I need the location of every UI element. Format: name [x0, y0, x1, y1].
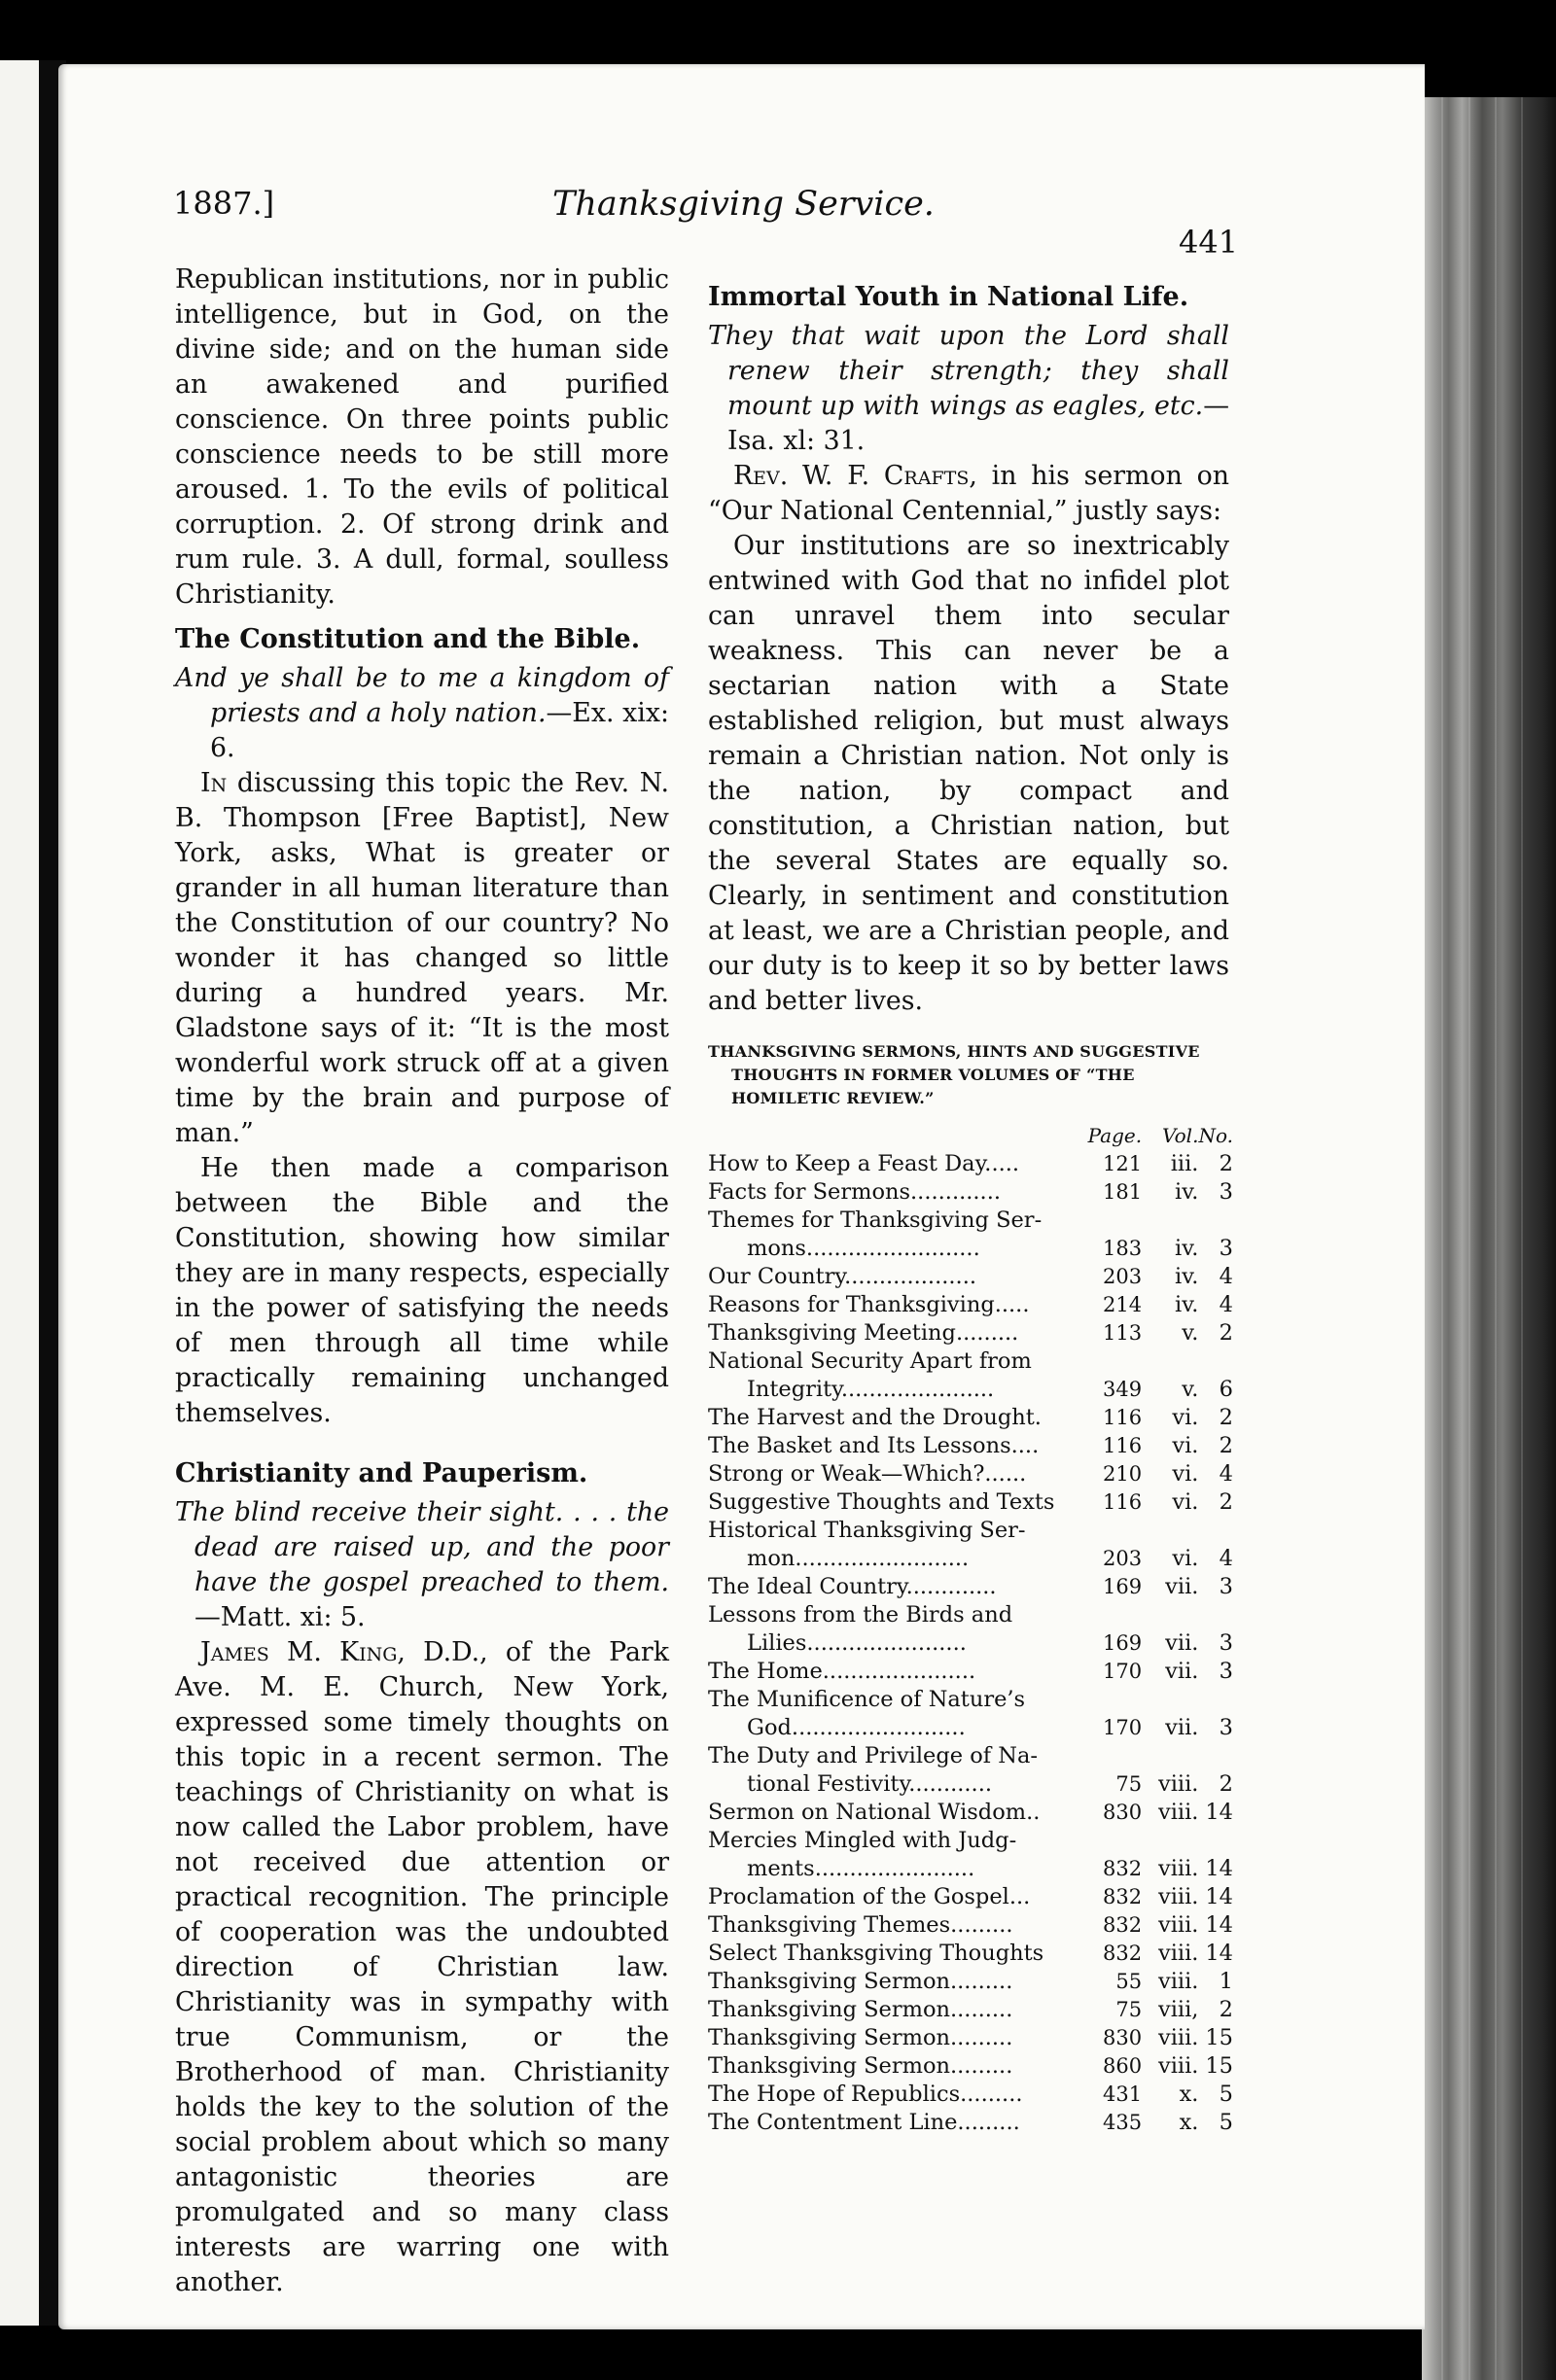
entry-volume: vi. — [1172, 1546, 1199, 1571]
entry-title — [708, 1940, 1088, 1968]
table-row — [708, 2081, 1233, 2109]
scripture-text: And ye shall be to me a kingdom of priests and a holy nation. — [175, 663, 669, 728]
entry-volume: v. — [1182, 1377, 1199, 1402]
entry-volume: iv. — [1175, 1179, 1199, 1205]
entry-title — [708, 1658, 1088, 1686]
entry-title-line: The Hope of Republics......... — [708, 2082, 1023, 2107]
entry-volume: viii. — [1157, 1912, 1199, 1938]
table-row — [708, 1686, 1233, 1742]
entry-page: 169 — [1103, 1631, 1143, 1655]
entry-title — [708, 1799, 1088, 1827]
entry-number: 2 — [1219, 1433, 1233, 1458]
running-header-title: Thanksgiving Service. — [552, 185, 935, 224]
table-row — [708, 1658, 1233, 1686]
entry-page: 55 — [1115, 1970, 1143, 1993]
left-column — [175, 262, 669, 2300]
table-row — [708, 2109, 1233, 2137]
entry-title-line: The Ideal Country............. — [708, 1574, 997, 1599]
entry-volume: iv. — [1175, 1236, 1199, 1261]
entry-title-line: Facts for Sermons............. — [708, 1179, 1002, 1205]
entry-number: 14 — [1205, 1941, 1233, 1966]
entry-page: 203 — [1103, 1547, 1143, 1570]
entry-title — [708, 1742, 1088, 1799]
table-row — [708, 1601, 1233, 1658]
entry-number: 3 — [1219, 1659, 1233, 1684]
running-header-year: 1887.] — [173, 185, 275, 222]
column-header-no: No. — [1198, 1124, 1233, 1147]
entry-title — [708, 1488, 1088, 1517]
body-paragraph — [708, 459, 1229, 529]
entry-title — [708, 1319, 1088, 1348]
entry-title-line: Suggestive Thoughts and Texts — [708, 1489, 1055, 1515]
table-row — [708, 1291, 1233, 1319]
section-heading-pauperism: Christianity and Pauperism. — [175, 1458, 588, 1488]
book-page-edges — [1422, 97, 1556, 2380]
entry-title-line: Thanksgiving Sermon......... — [708, 1997, 1013, 2022]
table-row — [708, 1150, 1233, 1178]
entry-volume: iv. — [1175, 1264, 1199, 1289]
entry-number: 4 — [1219, 1546, 1233, 1571]
entry-page: 116 — [1103, 1406, 1143, 1429]
entry-volume: x. — [1179, 2110, 1199, 2135]
entry-number: 14 — [1205, 1912, 1233, 1938]
lead-in: James M. King, D.D., — [200, 1637, 488, 1667]
entry-title-line: Themes for Thanksgiving Ser- — [708, 1208, 1043, 1233]
entry-number: 15 — [1205, 2053, 1233, 2079]
entry-title — [708, 2024, 1088, 2052]
entry-title — [708, 1883, 1088, 1911]
entry-page: 113 — [1103, 1321, 1143, 1345]
entry-title-line: Thanksgiving Sermon......... — [708, 2053, 1013, 2079]
entry-page: 169 — [1103, 1575, 1143, 1598]
entry-page: 170 — [1103, 1716, 1143, 1739]
entry-volume: viii. — [1157, 1884, 1199, 1909]
entry-title-line: Thanksgiving Sermon......... — [708, 1969, 1013, 1994]
entry-number: 3 — [1219, 1179, 1233, 1205]
entry-title — [708, 1207, 1088, 1263]
entry-number: 3 — [1219, 1236, 1233, 1261]
paragraph-text: of the Park Ave. M. E. Church, New York, expressed some timely thoughts on this topic in a recent sermon. The teachings of Christianity on what is now called the Labor problem, have not received due attention or practical recognition. The principle of cooperation was the undoubted direction of Christian law. Christianity was in sympathy with true Communism, or the Brotherhood of man. Christianity holds the key to the solution of the social problem about which so many antagonistic theories are promulgated and so many class interests are warring one with another. — [175, 1637, 669, 2297]
body-paragraph — [175, 766, 669, 1151]
facing-page-edge — [0, 60, 39, 2326]
entry-title — [708, 1150, 1088, 1178]
entry-title-continuation: Lilies....................... — [747, 1630, 967, 1656]
section-heading-immortal-youth: Immortal Youth in National Life. — [708, 282, 1189, 312]
entry-number: 3 — [1219, 1574, 1233, 1599]
entry-page: 181 — [1103, 1180, 1143, 1204]
lead-in: Rev. W. F. Crafts, — [733, 461, 977, 491]
entry-title — [708, 1573, 1088, 1601]
index-rows — [708, 1150, 1233, 2137]
entry-title-line: The Duty and Privilege of Na- — [708, 1743, 1038, 1768]
entry-number: 3 — [1219, 1630, 1233, 1656]
opening-paragraph: Republican institutions, nor in public intelligence, but in God, on the divine side; and on the human side an awakened and purified conscience. On three points public conscience needs to be still more aroused. 1. To the evils of political corruption. 2. Of strong drink and rum rule. 3. A dull, formal, soulless Christianity. — [175, 264, 669, 610]
right-column — [708, 280, 1233, 2137]
column-header-vol: Vol. — [1162, 1124, 1199, 1147]
entry-title-line: The Munificence of Nature’s — [708, 1687, 1026, 1712]
entry-title — [708, 2081, 1088, 2109]
entry-title-line: Proclamation of the Gospel... — [708, 1884, 1031, 1909]
entry-title-line: Thanksgiving Themes......... — [708, 1912, 1013, 1938]
entry-title — [708, 1686, 1088, 1742]
entry-volume: iv. — [1175, 1292, 1199, 1317]
entry-number: 4 — [1219, 1292, 1233, 1317]
table-row — [708, 1911, 1233, 1940]
entry-title-line: Thanksgiving Sermon......... — [708, 2025, 1013, 2050]
scripture-quote — [175, 1495, 669, 1635]
entry-volume: vii. — [1165, 1659, 1199, 1684]
body-paragraph — [175, 1635, 669, 2300]
entry-page: 183 — [1103, 1237, 1143, 1260]
entry-page: 349 — [1103, 1378, 1143, 1401]
table-row — [708, 1883, 1233, 1911]
table-row — [708, 1404, 1233, 1432]
entry-number: 2 — [1219, 1151, 1233, 1176]
scripture-quote — [708, 319, 1229, 459]
entry-number: 15 — [1205, 2025, 1233, 2050]
entry-title-continuation: Integrity...................... — [747, 1377, 995, 1402]
table-row — [708, 1517, 1233, 1573]
table-row — [708, 1207, 1233, 1263]
table-row — [708, 2024, 1233, 2052]
entry-page: 75 — [1115, 1772, 1143, 1796]
scripture-reference: —Matt. xi: 5. — [194, 1602, 366, 1632]
entry-volume: vii. — [1165, 1574, 1199, 1599]
table-row — [708, 1940, 1233, 1968]
entry-number: 14 — [1205, 1800, 1233, 1825]
entry-page: 832 — [1103, 1857, 1143, 1880]
entry-title-line: The Contentment Line......... — [708, 2110, 1020, 2135]
table-row — [708, 1799, 1233, 1827]
entry-volume: viii. — [1157, 1771, 1199, 1797]
entry-title-line: Mercies Mingled with Judg- — [708, 1828, 1017, 1853]
entry-title — [708, 1996, 1088, 2024]
page-number: 441 — [1179, 224, 1239, 261]
entry-number: 14 — [1205, 1856, 1233, 1881]
table-row — [708, 1968, 1233, 1996]
entry-page: 830 — [1103, 2026, 1143, 2049]
table-row — [708, 1348, 1233, 1404]
entry-page: 116 — [1103, 1434, 1143, 1457]
entry-title — [708, 1827, 1088, 1883]
entry-number: 2 — [1219, 1320, 1233, 1346]
scripture-text: They that wait upon the Lord shall renew their strength; they shall mount up with wings as eagles, etc. — [708, 321, 1229, 421]
entry-title-line: Historical Thanksgiving Ser- — [708, 1518, 1026, 1543]
entry-title-line: The Basket and Its Lessons.... — [708, 1433, 1040, 1458]
entry-title — [708, 2052, 1088, 2081]
entry-number: 3 — [1219, 1715, 1233, 1740]
entry-page: 431 — [1103, 2082, 1143, 2106]
entry-page: 860 — [1103, 2054, 1143, 2078]
entry-volume: iii. — [1170, 1151, 1199, 1176]
entry-volume: vi. — [1172, 1433, 1199, 1458]
entry-page: 116 — [1103, 1490, 1143, 1514]
entry-title-line: How to Keep a Feast Day..... — [708, 1151, 1020, 1176]
table-row — [708, 1263, 1233, 1291]
entry-title — [708, 1432, 1088, 1460]
entry-volume: viii. — [1157, 1941, 1199, 1966]
paragraph-text: discussing this topic the Rev. N. B. Thompson [Free Baptist], New York, asks, What is greater or grander in all human literature than the Constitution of our country? No wonder it has changed so little during a hundred years. Mr. Gladstone says of it: “It is the most wonderful work struck off at a given time by the brain and purpose of man.” — [175, 768, 669, 1148]
entry-page: 170 — [1103, 1660, 1143, 1683]
entry-title-line: Sermon on National Wisdom.. — [708, 1800, 1041, 1825]
entry-title — [708, 1911, 1088, 1940]
table-row — [708, 1432, 1233, 1460]
entry-page: 830 — [1103, 1801, 1143, 1824]
entry-title-line: National Security Apart from — [708, 1348, 1032, 1374]
sermon-index-table — [708, 1122, 1233, 2137]
table-row — [708, 1742, 1233, 1799]
entry-number: 5 — [1219, 2110, 1233, 2135]
entry-title-continuation: God......................... — [747, 1715, 966, 1740]
entry-number: 1 — [1219, 1969, 1233, 1994]
scripture-reference: —Ex. xix: 6. — [210, 698, 669, 763]
entry-title — [708, 1263, 1088, 1291]
entry-volume: vii. — [1165, 1630, 1199, 1656]
table-row — [708, 2052, 1233, 2081]
entry-page: 121 — [1103, 1152, 1143, 1175]
entry-number: 4 — [1219, 1264, 1233, 1289]
entry-page: 435 — [1103, 2111, 1143, 2134]
entry-volume: vi. — [1172, 1461, 1199, 1487]
entry-volume: v. — [1182, 1320, 1199, 1346]
lead-in: In — [200, 768, 228, 798]
scripture-text: The blind receive their sight. . . . the dead are raised up, and the poor have the gospel preached to them. — [175, 1497, 669, 1597]
entry-number: 14 — [1205, 1884, 1233, 1909]
entry-number: 2 — [1219, 1997, 1233, 2022]
entry-number: 4 — [1219, 1461, 1233, 1487]
entry-volume: viii. — [1157, 1800, 1199, 1825]
entry-title — [708, 2109, 1088, 2137]
entry-title — [708, 1460, 1088, 1488]
table-row — [708, 1573, 1233, 1601]
entry-title — [708, 1517, 1088, 1573]
entry-title — [708, 1968, 1088, 1996]
entry-number: 2 — [1219, 1771, 1233, 1797]
entry-title-line: Select Thanksgiving Thoughts — [708, 1941, 1044, 1966]
entry-number: 6 — [1219, 1377, 1233, 1402]
entry-volume: vi. — [1172, 1405, 1199, 1430]
entry-number: 5 — [1219, 2082, 1233, 2107]
entry-title — [708, 1291, 1088, 1319]
entry-volume: viii. — [1157, 2025, 1199, 2050]
entry-title-continuation: mon......................... — [747, 1546, 970, 1571]
entry-title — [708, 1404, 1088, 1432]
entry-volume: viii. — [1157, 1969, 1199, 1994]
entry-number: 2 — [1219, 1489, 1233, 1515]
entry-title-line: Thanksgiving Meeting......... — [708, 1320, 1019, 1346]
entry-title — [708, 1348, 1088, 1404]
entry-title — [708, 1178, 1088, 1207]
table-row — [708, 1488, 1233, 1517]
entry-page: 832 — [1103, 1942, 1143, 1965]
index-title: THANKSGIVING SERMONS, HINTS AND SUGGESTIVE THOUGHTS IN FORMER VOLUMES OF “THE HOMILETIC REVIEW.” — [708, 1042, 1200, 1107]
entry-page: 210 — [1103, 1462, 1143, 1486]
entry-volume: vii. — [1165, 1715, 1199, 1740]
entry-title-continuation: tional Festivity............ — [747, 1771, 993, 1797]
table-row — [708, 1319, 1233, 1348]
entry-page: 203 — [1103, 1265, 1143, 1288]
column-header-page: Page. — [1087, 1124, 1143, 1147]
table-row — [708, 1827, 1233, 1883]
entry-title-line: The Harvest and the Drought. — [708, 1405, 1042, 1430]
entry-title-line: Our Country................... — [708, 1264, 976, 1289]
entry-title-line: The Home...................... — [708, 1659, 976, 1684]
entry-page: 832 — [1103, 1913, 1143, 1937]
entry-title-continuation: ments....................... — [747, 1856, 975, 1881]
entry-volume: vi. — [1172, 1489, 1199, 1515]
entry-volume: viii. — [1157, 2053, 1199, 2079]
entry-title — [708, 1601, 1088, 1658]
section-heading-constitution: The Constitution and the Bible. — [175, 624, 641, 654]
entry-title-continuation: mons......................... — [747, 1236, 980, 1261]
entry-title-line: Reasons for Thanksgiving..... — [708, 1292, 1030, 1317]
entry-number: 2 — [1219, 1405, 1233, 1430]
entry-volume: x. — [1179, 2082, 1199, 2107]
body-paragraph: Our institutions are so inextricably entwined with God that no infidel plot can unravel them into secular weakness. This can never be a sectarian nation with a State established religion, but must always remain a Christian nation. Not only is the nation, by compact and constitution, a Christian nation, but the several States are equally so. Clearly, in sentiment and constitution at least, we are a Christian people, and our duty is to keep it so by better laws and better lives. — [708, 531, 1229, 1016]
index-header-row — [708, 1122, 1233, 1150]
table-row — [708, 1178, 1233, 1207]
scripture-quote — [175, 661, 669, 766]
entry-title-line: Strong or Weak—Which?...... — [708, 1461, 1027, 1487]
scripture-reference: —Isa. xl: 31. — [727, 391, 1229, 456]
entry-volume: viii. — [1157, 1856, 1199, 1881]
paragraph-text: in his sermon on “Our National Centennial,” justly says: — [708, 461, 1229, 526]
entry-page: 832 — [1103, 1885, 1143, 1908]
table-row — [708, 1460, 1233, 1488]
entry-page: 75 — [1115, 1998, 1143, 2021]
entry-page: 214 — [1103, 1293, 1143, 1316]
table-row — [708, 1996, 1233, 2024]
entry-volume: viii, — [1157, 1997, 1199, 2022]
entry-title-line: Lessons from the Birds and — [708, 1602, 1013, 1628]
body-paragraph: He then made a comparison between the Bible and the Constitution, showing how similar they are in many respects, especially in the power of satisfying the needs of men through all time while practically remaining unchanged themselves. — [175, 1153, 669, 1428]
